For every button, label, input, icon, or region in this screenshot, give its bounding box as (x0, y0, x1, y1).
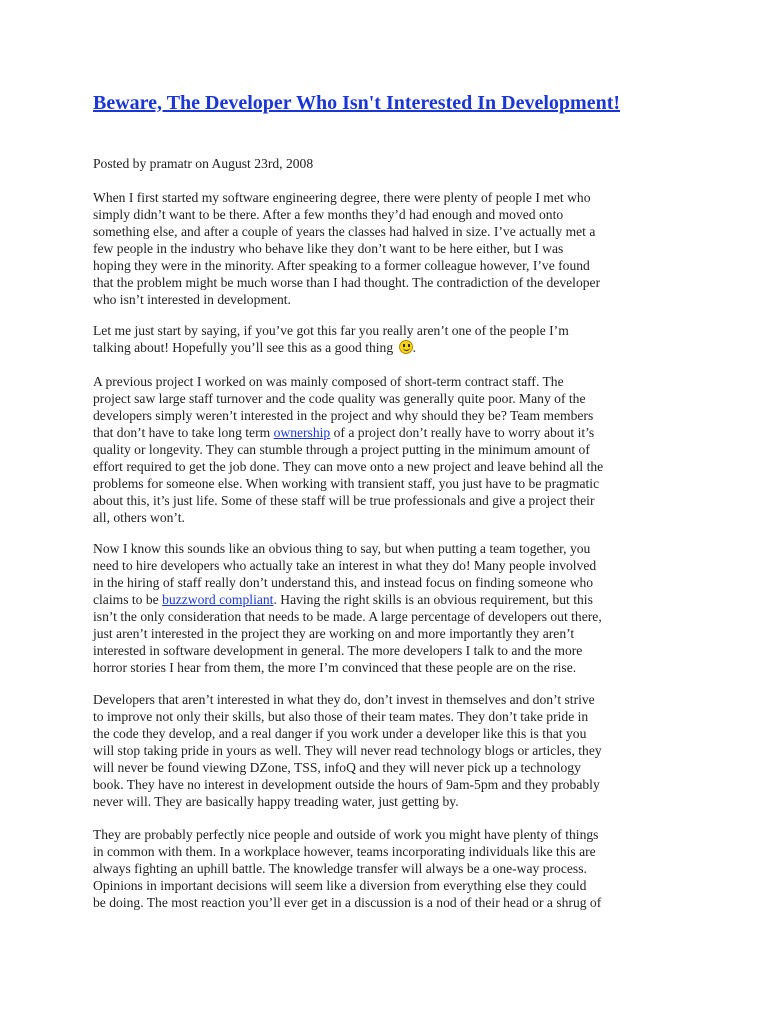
text-segment: . Having the right skills is an obvious requirement, but this (273, 592, 593, 607)
text-line: in common with them. In a workplace however, teams incorporating individuals like this are (93, 844, 596, 859)
article-title-link[interactable]: Beware, The Developer Who Isn't Interested In Development! (93, 92, 621, 114)
paragraph-3 (93, 373, 693, 526)
text-line: project saw large staff turnover and the code quality was generally quite poor. Many of the (93, 391, 586, 406)
paragraph-2 (93, 322, 693, 356)
smiley-face-icon (399, 340, 413, 354)
text-line: about this, it’s just life. Some of these staff will be true professionals and give a project their (93, 493, 595, 508)
text-line: always fighting an uphill battle. The knowledge transfer will always be a one-way process. (93, 861, 587, 876)
text-line: just aren’t interested in the project they are working on and more importantly they aren’t (93, 626, 575, 641)
text-line: book. They have no interest in development outside the hours of 9am-5pm and they probably (93, 777, 600, 792)
text-segment: . (412, 340, 416, 355)
post-meta: Posted by pramatr on August 23rd, 2008 (93, 156, 314, 171)
text-line: that the problem might be much worse than I had thought. The contradiction of the developer (93, 275, 601, 290)
text-line (93, 424, 693, 441)
paragraph-5 (93, 691, 693, 810)
text-line (93, 339, 693, 356)
text-line: all, others won’t. (93, 510, 185, 525)
text-line: Let me just start by saying, if you’ve got this far you really aren’t one of the people I’m (93, 323, 569, 338)
text-line: will stop taking pride in yours as well. They will never read technology blogs or articles, they (93, 743, 602, 758)
text-line: who isn’t interested in development. (93, 292, 291, 307)
text-line: horror stories I hear from them, the more I’m convinced that these people are on the rise. (93, 660, 577, 675)
text-line: problems for someone else. When working with transient staff, you just have to be pragmatic (93, 476, 600, 491)
text-line: When I first started my software engineering degree, there were plenty of people I met who (93, 190, 591, 205)
buzzword-compliant-link[interactable]: buzzword compliant (162, 592, 274, 607)
text-line: hoping they were in the minority. After speaking to a former colleague however, I’ve found (93, 258, 590, 273)
paragraph-1 (93, 189, 693, 308)
text-line: Developers that aren’t interested in what they do, don’t invest in themselves and don’t strive (93, 692, 595, 707)
text-line: A previous project I worked on was mainly composed of short-term contract staff. The (93, 374, 564, 389)
text-line: quality or longevity. They can stumble through a project putting in the minimum amount of (93, 442, 590, 457)
ownership-link[interactable]: ownership (273, 425, 331, 440)
text-line: effort required to get the job done. They can move onto a new project and leave behind all the (93, 459, 604, 474)
text-segment: claims to be (93, 592, 163, 607)
text-line: developers simply weren’t interested in the project and why should they be? Team members (93, 408, 594, 423)
text-line: few people in the industry who behave like they don’t want to be here either, but I was (93, 241, 564, 256)
text-line: simply didn’t want to be there. After a few months they’d had enough and moved onto (93, 207, 564, 222)
text-line (93, 591, 693, 608)
text-line: be doing. The most reaction you’ll ever get in a discussion is a nod of their head or a shrug of (93, 895, 602, 910)
text-segment: of a project don’t really have to worry about it’s (330, 425, 595, 440)
paragraph-4 (93, 540, 693, 676)
paragraph-6 (93, 826, 693, 911)
text-line: isn’t the only consideration that needs to be made. A large percentage of developers out there, (93, 609, 602, 624)
text-line: They are probably perfectly nice people and outside of work you might have plenty of things (93, 827, 599, 842)
text-line: need to hire developers who actually take an interest in what they do! Many people involved (93, 558, 597, 573)
text-line: never will. They are basically happy treading water, just getting by. (93, 794, 459, 809)
text-line: interested in software development in general. The more developers I talk to and the more (93, 643, 583, 658)
text-line: Opinions in important decisions will seem like a diversion from everything else they could (93, 878, 587, 893)
text-segment: that don’t have to take long term (93, 425, 274, 440)
text-line: the code they develop, and a real danger if you work under a developer like this is that you (93, 726, 587, 741)
text-line: to improve not only their skills, but also those of their team mates. They don’t take pride in (93, 709, 589, 724)
text-line: Now I know this sounds like an obvious thing to say, but when putting a team together, you (93, 541, 591, 556)
text-line: something else, and after a couple of years the classes had halved in size. I’ve actually met a (93, 224, 596, 239)
text-line: in the hiring of staff really don’t understand this, and instead focus on finding someone who (93, 575, 594, 590)
text-segment: talking about! Hopefully you’ll see this as a good thing (93, 340, 394, 355)
text-line: will never be found viewing DZone, TSS, infoQ and they will never pick up a technology (93, 760, 581, 775)
